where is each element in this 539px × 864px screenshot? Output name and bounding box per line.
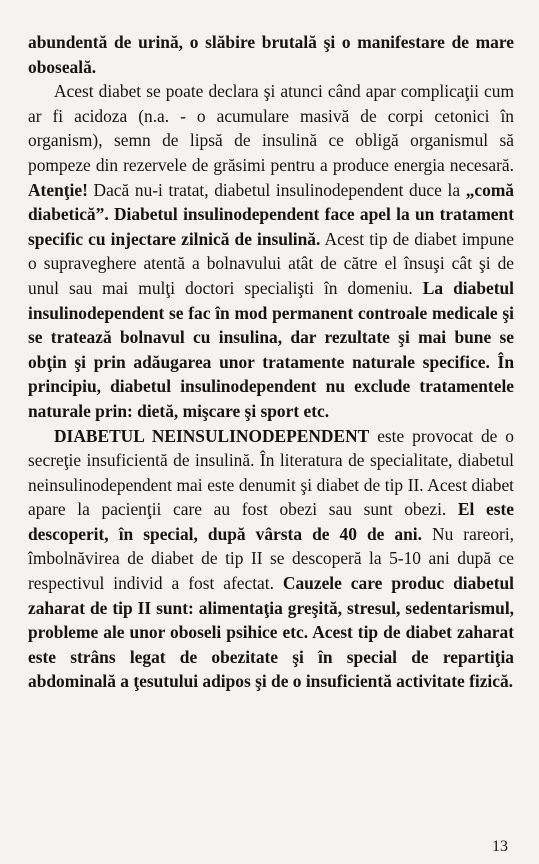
book-page-body — [28, 30, 514, 694]
text-run: Cauzele care produc diabetul zaharat de tip II sunt: alimentaţia greşită, stresul, sedentarismul, probleme ale unor oboseli psihice etc. Acest tip de diabet zaharat este strâns legat de obezitate şi în special de repartiţia abdominală a ţesutului adipos şi de o insuficientă activitate fizică. — [28, 573, 515, 692]
text-run: Acest tip de diabet impune o supraveghere atentă a bolnavului atât de către el însuşi cât şi de unul sau mai mulţi doctori specialişti în domeniu. — [28, 228, 514, 298]
text-run: „comă diabetică”. Diabetul insulinodependent face apel la un tratament specific cu injectare zilnică de insulină. — [28, 179, 514, 249]
text-run: Acest diabet se poate declara şi atunci când apar complicaţii cum ar fi acidoza (n.a. - o acumulare masivă de corpi cetonici în organism), semn de lipsă de insulină ce obligă organismul să pompeze din rezervele de grăsimi pentru a produce energia necesară. — [28, 81, 514, 175]
text-run: DIABETUL NEINSULINODEPENDENT — [54, 425, 370, 446]
text-run: este provocat de o secreţie insuficientă de insulină. În literatura de specialitate, diabetul neinsulinodependent mai este denumit şi diabet de tip II. Acest diabet apare la pacienţii care au fost obezi sau sunt obezi. — [28, 425, 514, 520]
text-run: abundentă de urină, o slăbire brutală şi o manifestare de mare oboseală. — [28, 32, 514, 77]
page-number: 13 — [492, 838, 508, 855]
text-run: La diabetul insulinodependent se fac în mod permanent controale medicale şi se tratează bolnavul cu insulina, dar rezultate şi mai bune se obţin şi prin adăugarea unor tratamente naturale specifice. În principiu, diabetul insulinodependent nu exclude tratamentele naturale prin: dietă, mişcare şi sport etc. — [28, 277, 515, 421]
paragraph-3 — [28, 424, 514, 695]
text-run: Dacă nu-i tratat, diabetul insulinodependent duce la — [87, 179, 466, 200]
text-run: El este descoperit, în special, după vârsta de 40 de ani. — [28, 499, 514, 544]
paragraph-2 — [28, 79, 514, 423]
paragraph-1 — [28, 30, 514, 79]
text-run: Nu rareori, îmbolnăvirea de diabet de tip II se descoperă la 5-10 ani după ce respectivul individ a fost afectat. — [28, 523, 514, 594]
text-run: Atenţie! — [28, 179, 88, 200]
